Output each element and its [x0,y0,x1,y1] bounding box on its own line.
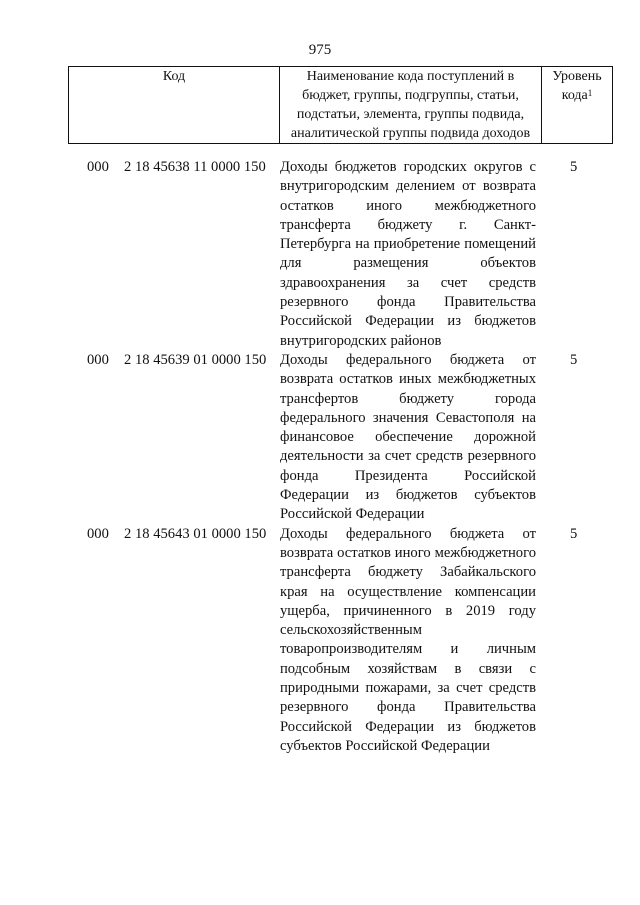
code-level: 5 [570,525,578,542]
column-header-level-label: Уровень кода [552,69,602,103]
footnote-marker: 1 [587,88,593,98]
column-header-name: Наименование кода поступлений в бюджет, группы, подгруппы, статьи, подстатьи, элемента, группы подвида, аналитической группы подвида доходов [280,67,542,144]
table-header [68,66,613,144]
income-code: 2 18 45638 11 0000 150 [124,159,266,175]
income-name: Доходы федерального бюджета от возврата остатков иного межбюджетного трансферта бюджету Забайкальского края на осуществление компенсации ущерба, причиненного в 2019 году сельскохозяйственным товаропроизводителям и личным подсобным хозяйствам в связи с природными пожарами, за счет средств резервного фонда Правительства Российской Федерации из бюджетов субъектов Российской Федерации [280,525,536,754]
code-level: 5 [570,351,578,368]
table-body [0,158,640,756]
table-row [0,351,640,525]
admin-code: 000 [87,525,109,542]
income-name: Доходы бюджетов городских округов с внутригородским делением от возврата остатков иного межбюджетного трансферта бюджету г. Санкт-Петербурга на приобретение помещений для размещения объектов здравоохранения за счет средств резервного фонда Правительства Российской Федерации из бюджетов внутригородских районов [280,159,536,349]
table-row [0,525,640,757]
table-row [0,158,640,351]
income-name: Доходы федерального бюджета от возврата остатков иных межбюджетных трансфертов бюджету города федерального значения Севастополя на финансовое обеспечение дорожной деятельности за счет средств резервного фонда Президента Российской Федерации из бюджетов субъектов Российской Федерации [280,351,536,523]
column-header-level [542,67,613,144]
income-code: 2 18 45639 01 0000 150 [124,351,267,368]
page-number: 975 [308,42,332,58]
column-header-code: Код [69,67,280,144]
admin-code: 000 [87,351,109,368]
code-level: 5 [570,159,578,175]
income-code: 2 18 45643 01 0000 150 [124,525,267,542]
admin-code: 000 [87,159,109,175]
